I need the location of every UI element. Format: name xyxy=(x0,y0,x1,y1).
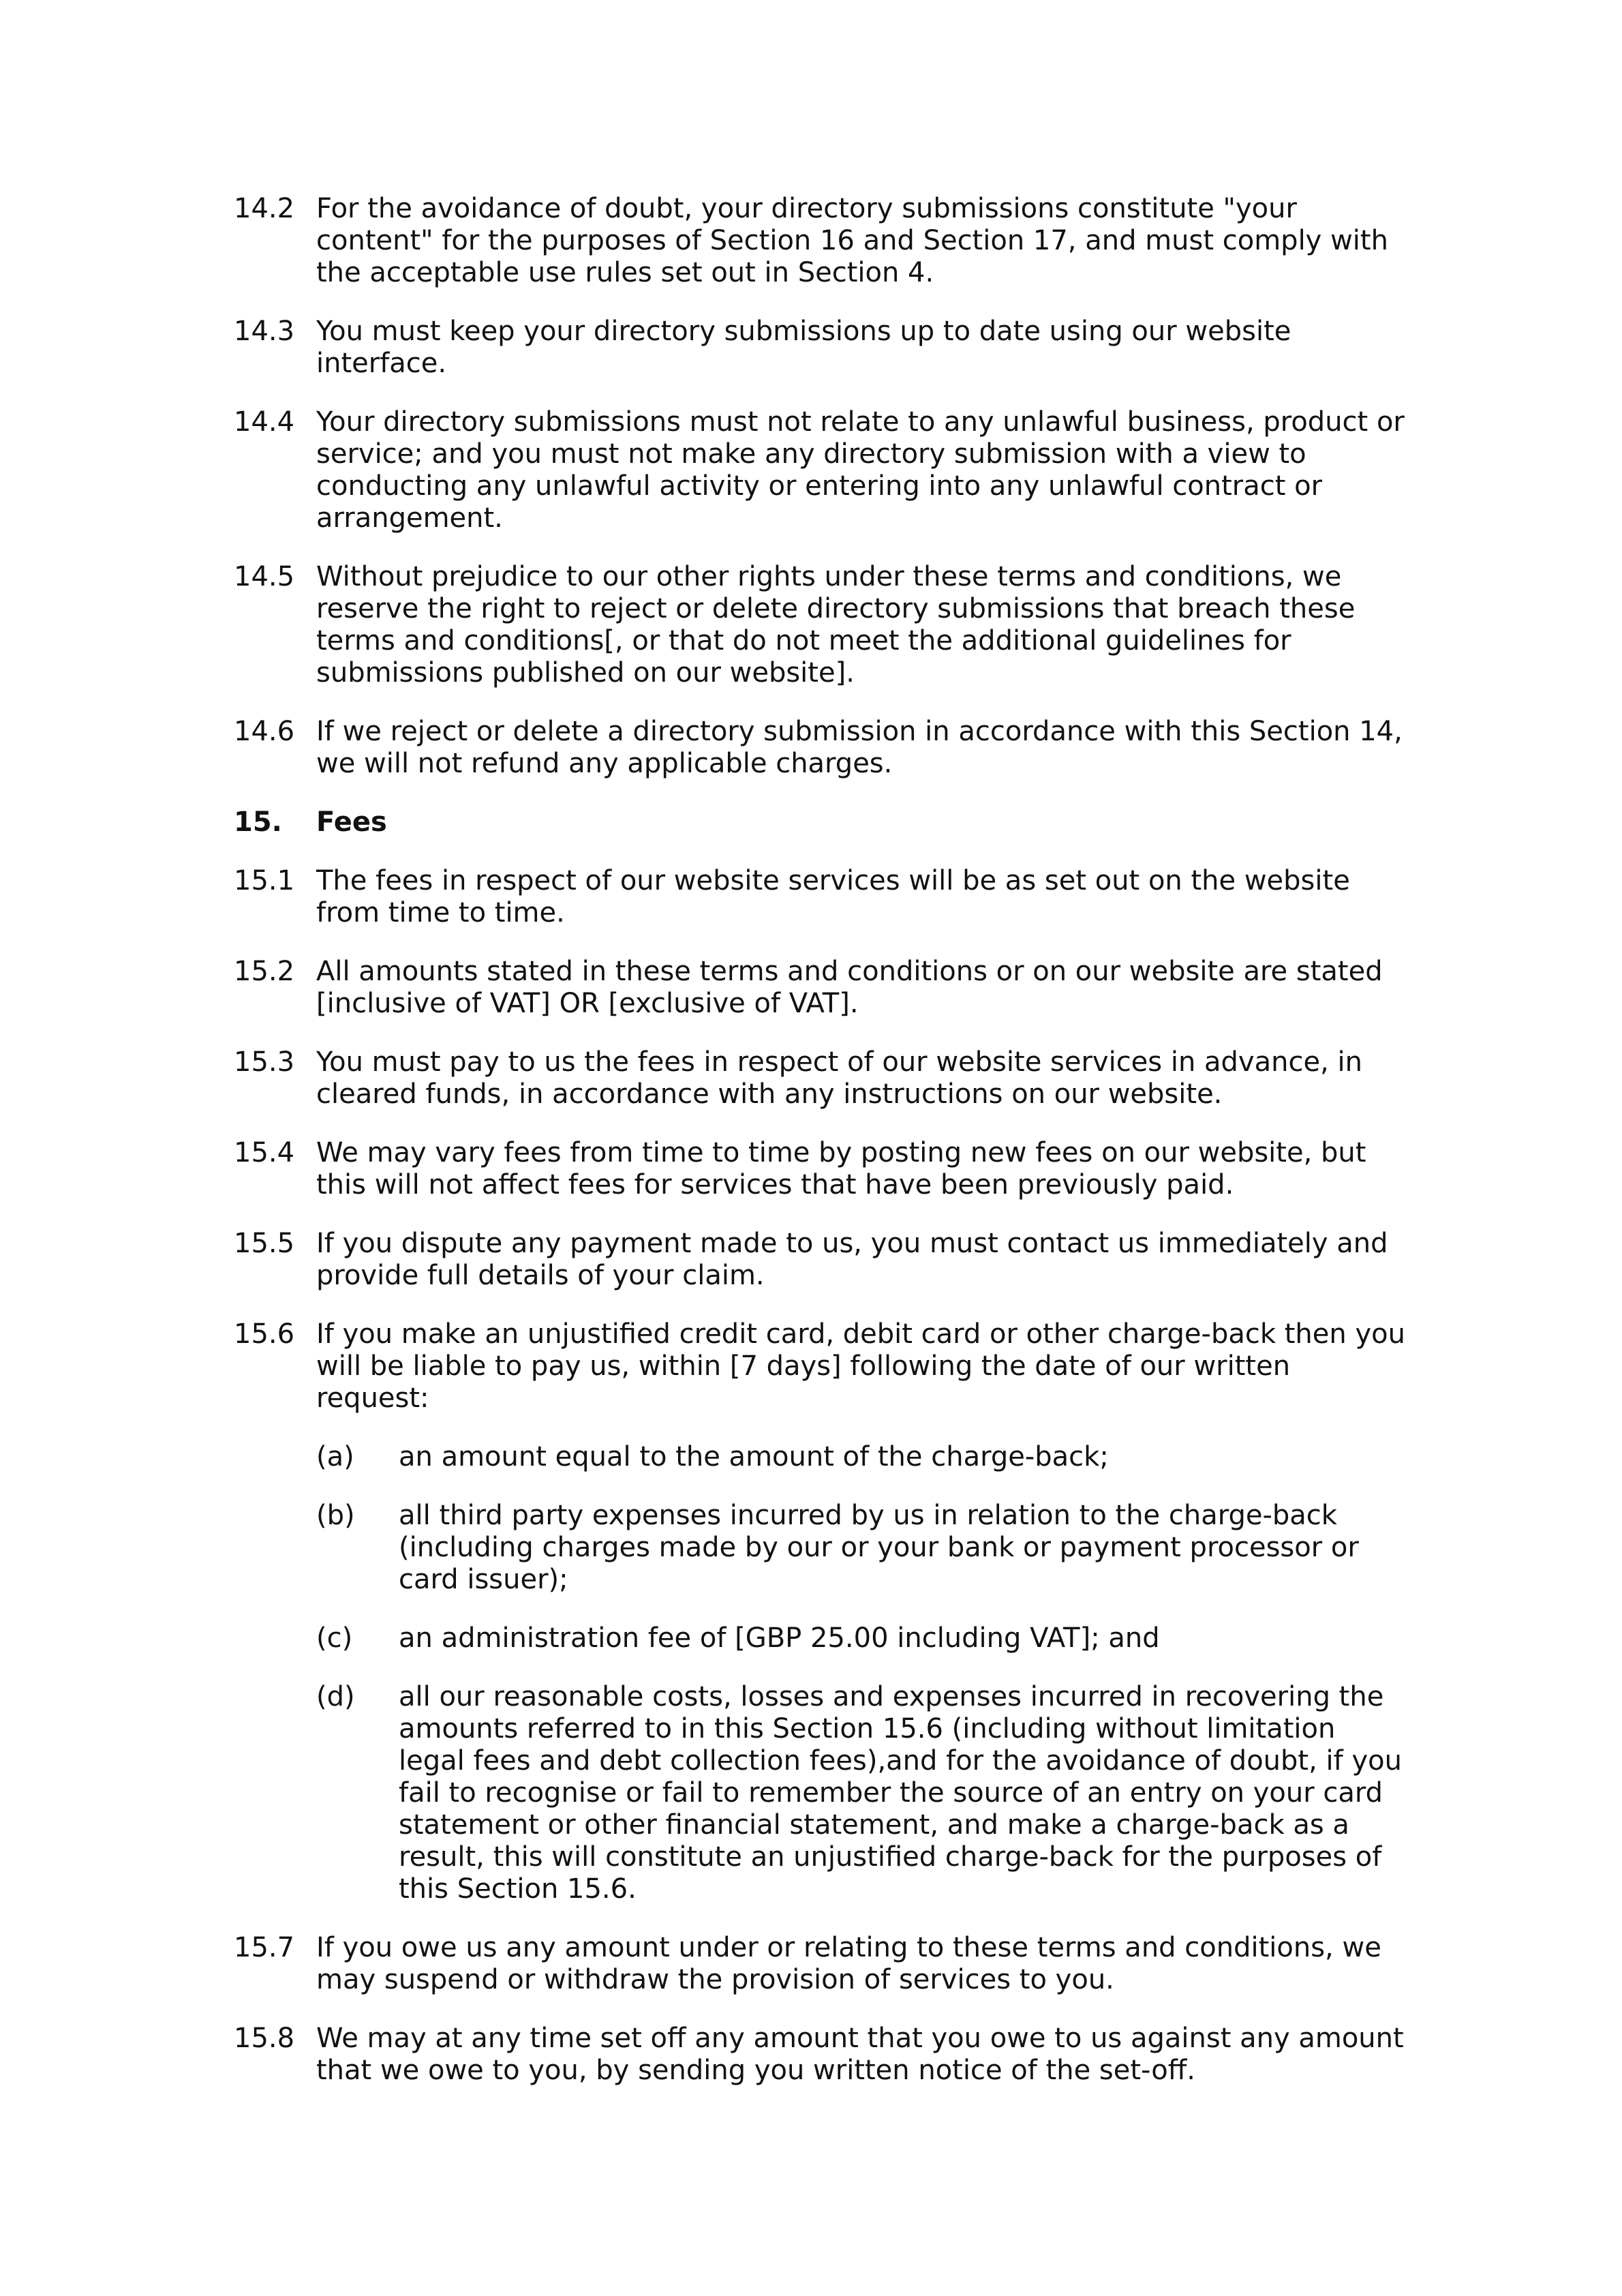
clause-15-8 xyxy=(234,2023,1406,2087)
clause-text: If you make an unjustified credit card, debit card or other charge-back then you will be liable to pay us, within [7 days] following the date of our written request: xyxy=(316,1318,1405,1414)
clause-text: If you owe us any amount under or relating to these terms and conditions, we may suspend or withdraw the provision of services to you. xyxy=(316,1932,1381,1995)
clause-number: 15.5 xyxy=(234,1228,295,1259)
subclause-text: an amount equal to the amount of the charge-back; xyxy=(399,1441,1109,1472)
subclause-text: all our reasonable costs, losses and expenses incurred in recovering the amounts referred to in this Section 15.6 (including without limitation legal fees and debt collection fees),and for the avoidance of doubt, if you fail to recognise or fail to remember the source of an entry on your card statement or other financial statement, and make a charge-back as a result, this will constitute an unjustified charge-back for the purposes of this Section 15.6. xyxy=(399,1681,1402,1905)
clause-15-4 xyxy=(234,1137,1406,1201)
clause-15-5 xyxy=(234,1228,1406,1292)
subclause-15-6-a xyxy=(234,1441,1406,1473)
clause-number: 15.2 xyxy=(234,956,295,987)
subclause-letter: (b) xyxy=(316,1500,355,1531)
section-title: Fees xyxy=(316,806,387,838)
clause-text: We may at any time set off any amount that you owe to us against any amount that we owe to you, by sending you written notice of the set-off. xyxy=(316,2023,1404,2086)
clause-text: All amounts stated in these terms and conditions or on our website are stated [inclusive of VAT] OR [exclusive of VAT]. xyxy=(316,956,1383,1019)
clause-text: You must pay to us the fees in respect of our website services in advance, in cleared funds, in accordance with any instructions on our website. xyxy=(316,1046,1362,1110)
clause-15-1 xyxy=(234,865,1406,929)
clause-15-3 xyxy=(234,1046,1406,1111)
clause-number: 14.6 xyxy=(234,716,295,747)
subclause-text: all third party expenses incurred by us in relation to the charge-back (including charges made by our or your bank or payment processor or card issuer); xyxy=(399,1500,1359,1595)
document-body xyxy=(234,193,1406,2113)
clause-14-3 xyxy=(234,316,1406,380)
clause-number: 14.2 xyxy=(234,193,295,224)
clause-number: 15.6 xyxy=(234,1318,295,1350)
clause-number: 14.3 xyxy=(234,316,295,347)
clause-15-6 xyxy=(234,1318,1406,1415)
clause-text: For the avoidance of doubt, your directory submissions constitute "your content" for the purposes of Section 16 and Section 17, and must comply with the acceptable use rules set out in Section 4. xyxy=(316,193,1388,288)
subclause-15-6-b xyxy=(234,1500,1406,1596)
clause-number: 14.4 xyxy=(234,406,295,438)
section-heading-15 xyxy=(234,806,1406,839)
clause-text: We may vary fees from time to time by posting new fees on our website, but this will not affect fees for services that have been previously paid. xyxy=(316,1137,1366,1200)
clause-number: 15.3 xyxy=(234,1046,295,1078)
subclause-letter: (a) xyxy=(316,1441,354,1472)
clause-15-7 xyxy=(234,1932,1406,1996)
clause-number: 15.8 xyxy=(234,2023,295,2054)
clause-text: If we reject or delete a directory submission in accordance with this Section 14, we will not refund any applicable charges. xyxy=(316,716,1403,779)
subclause-letter: (d) xyxy=(316,1681,355,1712)
clause-number: 15.1 xyxy=(234,865,295,896)
subclause-15-6-d xyxy=(234,1681,1406,1905)
clause-14-4 xyxy=(234,406,1406,534)
clause-number: 15.7 xyxy=(234,1932,295,1963)
clause-number: 15.4 xyxy=(234,1137,295,1168)
clause-14-6 xyxy=(234,716,1406,780)
clause-text: You must keep your directory submissions up to date using our website interface. xyxy=(316,316,1291,379)
clause-number: 14.5 xyxy=(234,561,295,592)
clause-text: The fees in respect of our website services will be as set out on the website from time to time. xyxy=(316,865,1350,928)
clause-15-2 xyxy=(234,956,1406,1020)
clause-text: Without prejudice to our other rights under these terms and conditions, we reserve the right to reject or delete directory submissions that breach these terms and conditions[, or that do not meet the additional guidelines for submissions published on our website]. xyxy=(316,561,1356,689)
subclause-15-6-c xyxy=(234,1622,1406,1655)
clause-text: Your directory submissions must not relate to any unlawful business, product or service; and you must not make any directory submission with a view to conducting any unlawful activity or entering into any unlawful contract or arrangement. xyxy=(316,406,1405,534)
subclause-text: an administration fee of [GBP 25.00 including VAT]; and xyxy=(399,1622,1160,1654)
clause-text: If you dispute any payment made to us, you must contact us immediately and provide full details of your claim. xyxy=(316,1228,1388,1291)
clause-14-5 xyxy=(234,561,1406,689)
section-number: 15. xyxy=(234,806,282,838)
clause-14-2 xyxy=(234,193,1406,289)
subclause-letter: (c) xyxy=(316,1622,353,1654)
